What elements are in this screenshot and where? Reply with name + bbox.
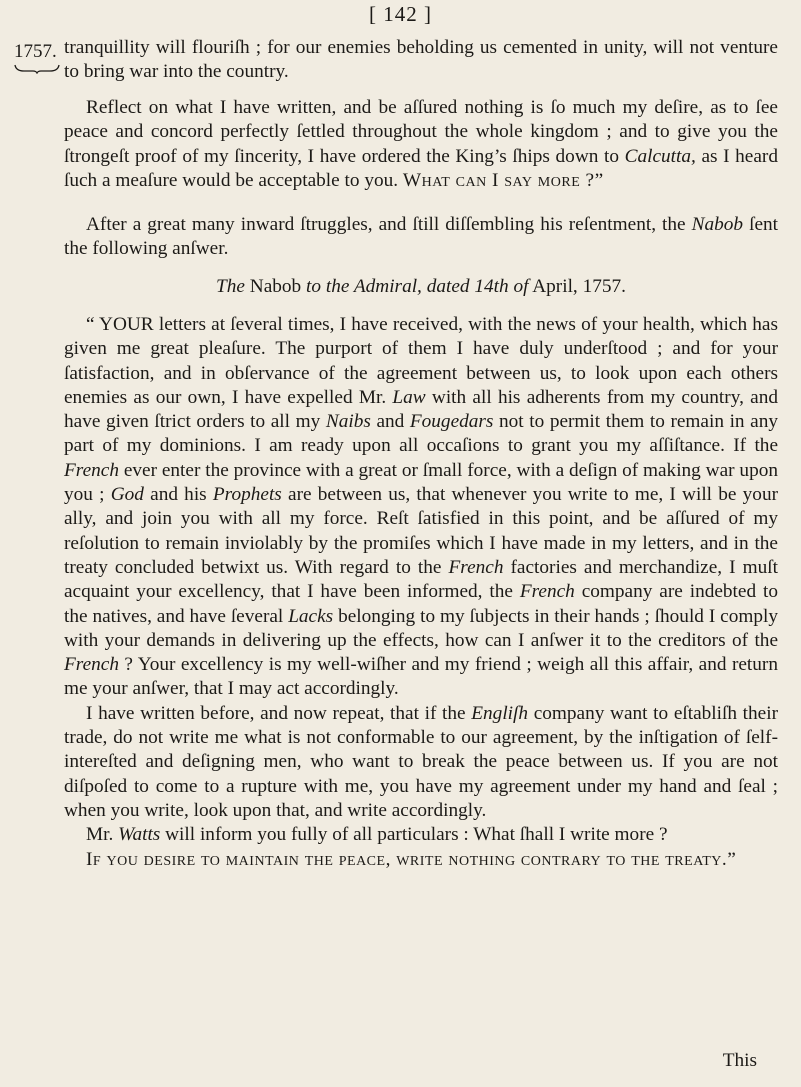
paragraph-reflect (64, 96, 778, 193)
catchword: This (722, 1050, 757, 1071)
paragraph-text: Reflect on what I have written, and be aſſured nothing is ſo much my deſire, as to ſee peace and concord perfectly ſettled throughout the whole kingdom ; and to give you the ſtrongeſt proof of my ſincerity, I have ordered the King’s ſhips down to Calcutta, as I heard ſuch a meaſure would be acceptable to you. What can I say more ?” (64, 97, 778, 191)
page-number: [ 142 ] (369, 2, 432, 26)
paragraph-opening (64, 36, 778, 85)
letter-body (64, 313, 778, 872)
margin-brace-icon (14, 64, 60, 74)
paragraph-text: After a great many inward ſtruggles, and ſtill diſſembling his reſentment, the Nabob ſent the following anſwer. (64, 214, 779, 260)
letter-paragraph: Mr. Watts will inform you fully of all particulars : What ſhall I write more ? (86, 824, 668, 846)
letter-paragraph: If you desire to maintain the peace, write nothing contrary to the treaty.” (86, 848, 737, 870)
paragraph-text: tranquillity will flouriſh ; for our enemies beholding us cemented in unity, will not venture to bring war into the country. (64, 37, 778, 83)
letter-heading (64, 275, 778, 299)
letter-paragraph: “ YOUR letters at ſeveral times, I have received, with the news of your health, which has given me great pleaſure. The purport of them I have duly underſtood ; and for your ſatisfaction, and in obſervance of the agreement between us, to look upon each others enemies as our own, I have expelled Mr. Law with all his adherents from my country, and have given ſtrict orders to all my Naibs and Fougedars not to permit them to remain in any part of my dominions. I am ready upon all occaſions to grant you my aſſiſtance. If the French ever enter the province with a great or ſmall force, with a deſign of making war upon you ; God and his Prophets are between us, that whenever you write to me, I will be your ally, and join you with all my force. Reſt ſatisfied in this point, and be aſſured of my reſolution to remain inviolably by the promiſes which I have made in my letters, and in the treaty concluded betwixt us. With regard to the French factories and merchandize, I muſt acquaint your excellency, that I have been informed, the French company are indebted to the natives, and have ſeveral Lacks belonging to my ſubjects in their hands ; ſhould I comply with your demands in delivering up the effects, how can I anſwer it to the creditors of the French ? Your excellency is my well-wiſher and my friend ; weigh all this affair, and return me your anſwer, that I may act accordingly. (64, 314, 779, 700)
paragraph-after (64, 213, 778, 262)
margin-year: 1757. (14, 41, 57, 62)
heading-text: The Nabob to the Admiral, dated 14th of April, 1757. (216, 276, 626, 297)
letter-paragraph: I have written before, and now repeat, that if the Engliſh company want to eſtabliſh their trade, do not write me what is not conformable to our agreement, by the inſtigation of ſelf-intereſted and deſigning men, who want to break the peace between us. If you are not diſpoſed to come to a rupture with me, you have my agreement under my hand and ſeal ; when you write, look upon that, and write accordingly. (64, 702, 778, 821)
